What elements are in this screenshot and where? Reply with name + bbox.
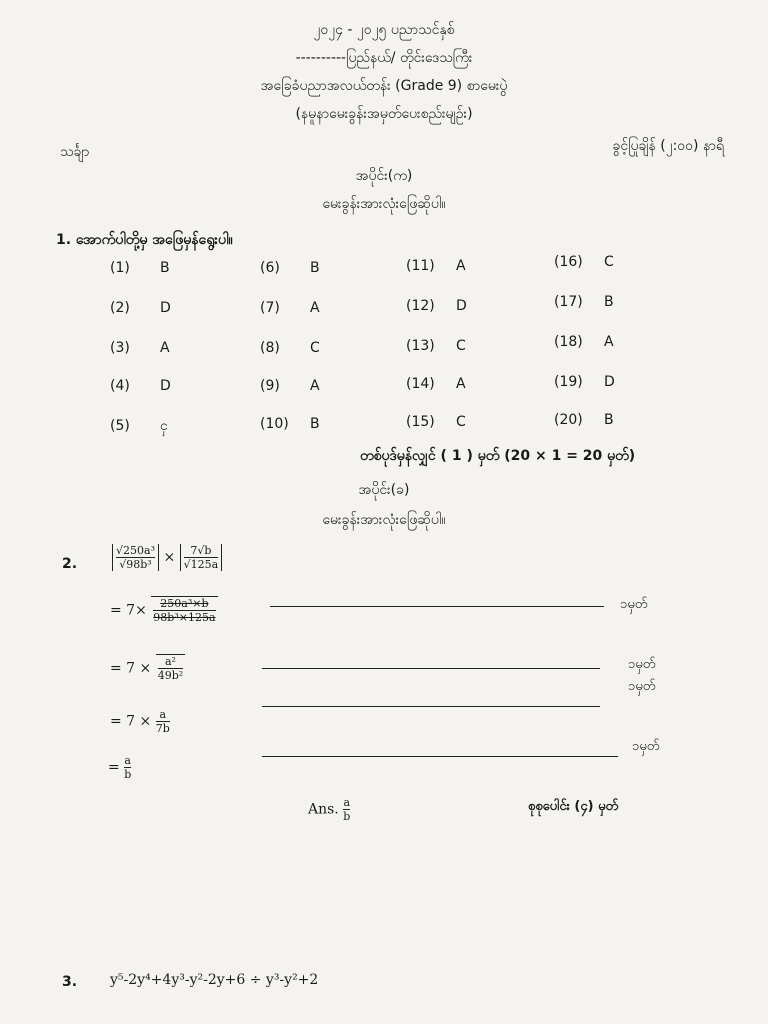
answer-item: (1) B bbox=[110, 260, 170, 276]
question-2-expression: $\frac{\text{√250a³}}{\text{√98b³}}$ × $\frac{7√b}{√125a}$ bbox=[112, 544, 222, 571]
answer-item: (14) A bbox=[406, 376, 466, 392]
answer-item: (11) A bbox=[406, 258, 466, 274]
answer-item: (9) A bbox=[260, 378, 320, 394]
answer-item: (12) D bbox=[406, 298, 467, 314]
answer-item: (13) C bbox=[406, 338, 466, 354]
answer-item: (18) A bbox=[554, 334, 614, 350]
question-1-label: 1. အောက်ပါတို့မှ အဖြေမှန်ရွေးပါ။ bbox=[56, 232, 233, 248]
section-a-instruction: မေးခွန်းအားလုံးဖြေဆိုပါ။ bbox=[322, 196, 446, 212]
question-2-number: 2. bbox=[62, 556, 78, 572]
question-3-expression: y⁵-2y⁴+4y³-y²-2y+6 ÷ y³-y²+2 bbox=[110, 972, 319, 988]
answer-item: (2) D bbox=[110, 300, 171, 316]
working-line bbox=[262, 756, 618, 757]
working-line bbox=[262, 706, 600, 707]
working-line bbox=[270, 606, 604, 607]
subject-label: သင်္ချာ bbox=[60, 144, 90, 160]
q2-step-4: = $\frac{a}{b}$ bbox=[108, 754, 132, 781]
exam-subtitle: (နမူနာမေးခွန်းအမှတ်ပေးစည်းမျဉ်း) bbox=[295, 106, 473, 122]
q2-step-2: = 7 × $\frac{\text{a²}}{\text{49b²}}$ bbox=[110, 655, 184, 682]
answer-item: (5) ငှ bbox=[110, 418, 168, 434]
answer-item: (19) D bbox=[554, 374, 615, 390]
answer-item: (3) A bbox=[110, 340, 170, 356]
section-a-points: တစ်ပုဒ်မှန်လျှင် ( 1 ) မှတ် (20 × 1 = 20 မှတ်) bbox=[360, 448, 636, 464]
answer-item: (20) B bbox=[554, 412, 614, 428]
q2-total-marks: စုစုပေါင်း (၄) မှတ် bbox=[528, 799, 619, 814]
answer-item: (7) A bbox=[260, 300, 320, 316]
q2-step-3: = 7 × $\frac{a}{7b}$ bbox=[110, 708, 170, 735]
answer-item: (17) B bbox=[554, 294, 614, 310]
section-a-title: အပိုင်း(က) bbox=[355, 168, 413, 184]
academic-year: ၂၀၂၄ - ၂၀၂၅ ပညာသင်နှစ် bbox=[313, 22, 455, 38]
exam-title: အခြေခံပညာအလယ်တန်း (Grade 9) စာမေးပွဲ bbox=[260, 78, 508, 94]
section-b-instruction: မေးခွန်းအားလုံးဖြေဆိုပါ။ bbox=[322, 512, 446, 528]
mark-label: ၁မှတ် bbox=[628, 679, 656, 694]
answer-item: (15) C bbox=[406, 414, 466, 430]
mark-label: ၁မှတ် bbox=[628, 657, 656, 672]
answer-item: (16) C bbox=[554, 254, 614, 270]
time-allowed: ခွင့်ပြုချိန် (၂:၀၀) နာရီ bbox=[612, 138, 724, 154]
question-3-number: 3. bbox=[62, 974, 78, 990]
answer-item: (10) B bbox=[260, 416, 320, 432]
mark-label: ၁မှတ် bbox=[620, 597, 648, 612]
mark-label: ၁မှတ် bbox=[632, 739, 660, 754]
region-line: ----------ပြည်နယ်/ တိုင်းဒေသကြီး bbox=[295, 50, 473, 66]
section-b-title: အပိုင်း(ခ) bbox=[358, 482, 410, 498]
q2-step-1: = 7× $\frac{\text{250a³×b}}{\text{98b³×125a}}$ bbox=[110, 597, 216, 624]
q2-answer: Ans. $\frac{a}{b}$ bbox=[308, 796, 351, 823]
answer-item: (6) B bbox=[260, 260, 320, 276]
answer-item: (4) D bbox=[110, 378, 171, 394]
working-line bbox=[262, 668, 600, 669]
answer-item: (8) C bbox=[260, 340, 320, 356]
